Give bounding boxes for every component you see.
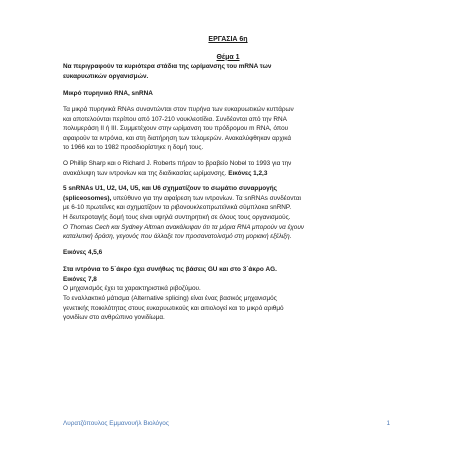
section-2-text: υπεύθυνο για την αφαίρεση των ιντρονίων. Τα snRNAs συνδέονται [111, 194, 301, 202]
question-line-1: Να περιγραφούν τα κυριότερα στάδια της ωρίμανσης του mRNA των [63, 63, 272, 71]
page-footer [63, 420, 390, 427]
nobel-line [63, 169, 393, 179]
footer-author: Λυρατζόπουλος Εμμανουήλ Βιολόγος [63, 420, 169, 427]
section-1-line: και αποτελούνται περίπου από 107-210 νουκλεοτίδια. Συνδέονται από την RNA [63, 115, 287, 123]
section-3-title: Στα ιντρόνια το 5΄άκρο έχει συνήθως τις βάσεις GU και στο 3΄άκρο AG. [63, 266, 277, 274]
section-3-line: Ο μηχανισμός έχει τα χαρακτηριστικά ριβοζύμου. [63, 285, 201, 293]
section-1-line: Τα μικρά πυρηνικά RNAs συναντώνται στον πυρήνα των ευκαρυωτικών κυττάρων [63, 105, 294, 113]
page-content [63, 35, 393, 323]
document-title: ΕΡΓΑΣΙΑ 6η [208, 36, 248, 43]
cech-altman-line: O Thomas Cech και Sydney Altman ανακάλυψαν ότι τα μόρια RNA μπορούν να έχουν [63, 223, 305, 231]
topic-title: Θέμα 1 [216, 53, 240, 61]
section-1-line: το 1966 και το 1982 προσδιορίστηκε η δομή τους. [63, 144, 204, 152]
spliceosomes-term: (spliceosomes), [63, 194, 112, 202]
section-3-line: Το εναλλακτικό μάτισμα (Alternative splicing) είναι ένας βασικός μηχανισμός [63, 295, 277, 303]
section-2-lead: 5 snRNAs U1, U2, U4, U5, και U6 σχηματίζουν το σωμάτιο συναρμογής [63, 185, 277, 193]
figures-ref: Εικόνες 7,8 [63, 275, 97, 283]
figures-ref: Εικόνες 4,5,6 [63, 248, 103, 256]
section-1-line: πολυμεράση II ή III. Συμμετέχουν στην ωρίμανση του πρόδρομου m RNA, όπου [63, 125, 289, 133]
section-2-line [63, 194, 393, 204]
figures-ref: Εικόνες 1,2,3 [228, 169, 268, 177]
section-2-line: με 6-10 πρωτεΐνες και σχηματίζουν τα ριβονουκλεοπρωτεϊνικά σύμπλοκα snRNP. [63, 204, 292, 212]
cech-altman-line: καταλυτική δράση, γεγονός που άλλαξε τον προσανατολισμό στη μοριακή εξέλιξη. [63, 233, 292, 241]
section-1-line: αφαιρούν τα ιντρόνια, και στη διατήρηση των τελομερών. Ανακαλύφθηκαν αρχικά [63, 134, 292, 142]
nobel-line-text: ανακάλυψη των ιντρονίων και της διαδικασίας ωρίμανσης. [63, 169, 227, 177]
section-3-line: γονιδίων στο ανθρώπινο γονιδίωμα. [63, 314, 165, 322]
section-1-title: Μικρό πυρηνικό RNA, snRNA [63, 90, 153, 98]
page-number: 1 [386, 420, 390, 427]
section-2-line: Η δευτεροταγής δομή τους είναι υψηλά συντηρητική σε όλους τους οργανισμούς. [63, 213, 291, 221]
section-3-line: γενετικής ποικιλότητας στους ευκαρυωτικούς και αιτιολογεί και το μικρό αριθμό [63, 304, 284, 312]
nobel-line: Ο Phillip Sharp και ο Richard J. Roberts πήραν το βραβείο Nobel το 1993 για την [63, 159, 292, 167]
question-line-2: ευκαρυωτικών οργανισμών. [63, 72, 149, 80]
